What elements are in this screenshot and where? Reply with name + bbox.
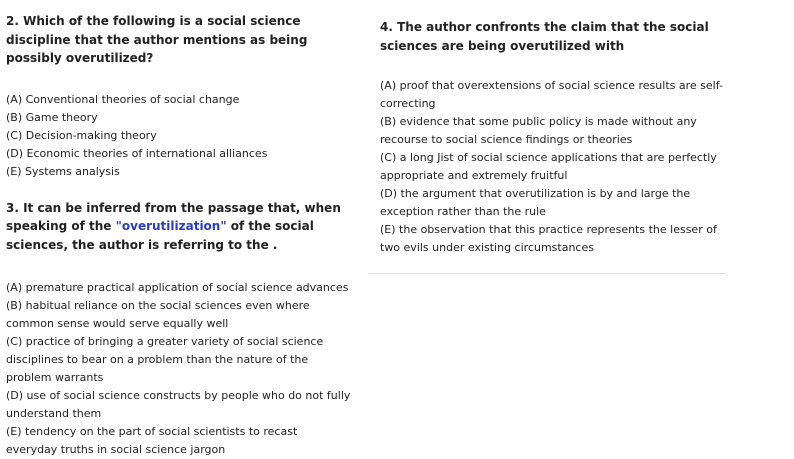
question-3-block [6,199,351,459]
question-4-block [380,18,726,257]
q3-option-e: (E) tendency on the part of social scientists to recast everyday truths in social science jargon [6,423,351,459]
q3-option-a: (A) premature practical application of social science advances [6,279,351,297]
section-divider [368,273,726,274]
question-3-text [6,199,351,255]
right-column [380,18,726,257]
q2-option-e: (E) Systems analysis [6,163,351,181]
left-column [6,12,351,459]
q3-option-c: (C) practice of bringing a greater variety of social science disciplines to bear on a problem than the nature of the problem warrants [6,333,351,387]
q4-option-c: (C) a long Jist of social science applications that are perfectly appropriate and extremely fruitful [380,149,726,185]
question-3-options [6,279,351,459]
q3-option-b: (B) habitual reliance on the social sciences even where common sense would serve equally well [6,297,351,333]
q3-option-d: (D) use of social science constructs by people who do not fully understand them [6,387,351,423]
question-2-options [6,91,351,181]
q2-option-d: (D) Economic theories of international alliances [6,145,351,163]
question-3-highlight: "overutilization" [116,219,227,233]
question-3-suffix: of the social sciences, the author is referring to the . [6,219,314,252]
question-3-prefix: 3. It can be inferred from the passage that, when speaking of the [6,201,341,234]
question-4-text: 4. The author confronts the claim that the social sciences are being overutilized with [380,18,726,55]
q2-option-b: (B) Game theory [6,109,351,127]
q2-option-a: (A) Conventional theories of social change [6,91,351,109]
q4-option-e: (E) the observation that this practice represents the lesser of two evils under existing circumstances [380,221,726,257]
q2-option-c: (C) Decision-making theory [6,127,351,145]
q4-option-a: (A) proof that overextensions of social science results are self-correcting [380,77,726,113]
question-2-text: 2. Which of the following is a social science discipline that the author mentions as being possibly overutilized? [6,12,351,68]
question-2-block [6,12,351,181]
question-4-options [380,77,726,257]
q4-option-b: (B) evidence that some public policy is made without any recourse to social science findings or theories [380,113,726,149]
q4-option-d: (D) the argument that overutilization is by and large the exception rather than the rule [380,185,726,221]
